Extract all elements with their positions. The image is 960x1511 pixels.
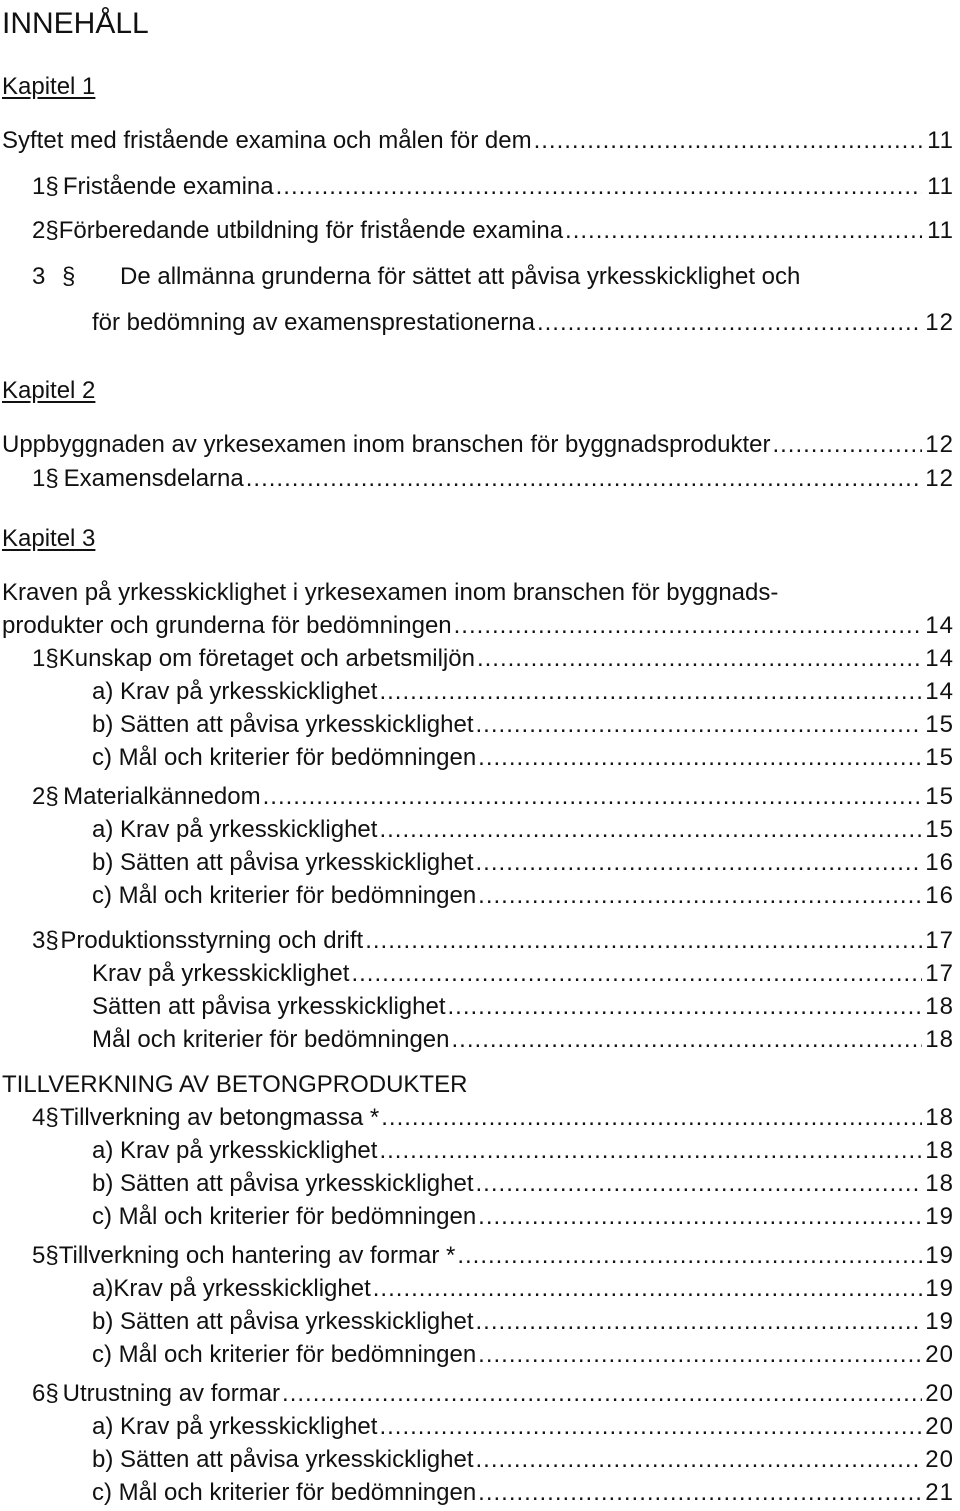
dot-leader [476, 1169, 922, 1199]
paragraph-sign-icon: § [45, 465, 59, 492]
toc-entry[interactable] [32, 172, 954, 202]
entry-label: Kraven på yrkesskicklighet i yrkesexamen inom branschen för byggnads- [2, 579, 779, 606]
entry-label: a) Krav på yrkesskicklighet [92, 678, 378, 705]
dot-leader [772, 430, 922, 460]
toc-entry[interactable] [92, 959, 954, 989]
dot-leader [457, 1241, 922, 1271]
toc-entry[interactable] [92, 1202, 954, 1232]
entry-label: c) Mål och kriterier för bedömningen [92, 1341, 477, 1368]
paragraph-sign-icon: § [45, 783, 59, 810]
page-number: 18 [925, 1170, 954, 1197]
toc-entry[interactable] [2, 126, 954, 156]
page-number: 11 [927, 217, 954, 244]
page-number: 18 [925, 1104, 954, 1131]
page-number: 16 [925, 849, 954, 876]
entry-label: c) Mål och kriterier för bedömningen [92, 1479, 477, 1506]
entry-label: Produktionsstyrning och drift [60, 927, 364, 954]
toc-entry-line [32, 262, 800, 292]
page-number: 21 [925, 1479, 954, 1506]
toc-entry[interactable] [32, 1103, 954, 1133]
dot-leader [478, 881, 922, 911]
page-number: 15 [925, 711, 954, 738]
page-number: 12 [925, 465, 954, 492]
dot-leader [276, 172, 922, 202]
paragraph-sign-icon: § [45, 1242, 59, 1269]
paragraph-sign-icon: § [45, 1104, 59, 1131]
entry-label: b) Sätten att påvisa yrkesskicklighet [92, 711, 474, 738]
page-number: 15 [925, 783, 954, 810]
toc-entry[interactable] [32, 1241, 954, 1271]
dot-leader [379, 677, 922, 707]
section-number: 4 [32, 1104, 46, 1131]
section-number: 2 [32, 217, 46, 244]
dot-leader [476, 710, 922, 740]
toc-entry[interactable] [92, 1025, 954, 1055]
entry-label: c) Mål och kriterier för bedömningen [92, 1203, 477, 1230]
entry-label: c) Mål och kriterier för bedömningen [92, 882, 477, 909]
toc-entry[interactable] [92, 1478, 954, 1508]
entry-label: Syftet med fristående examina och målen för dem [2, 127, 532, 154]
entry-label: Tillverkning av betongmassa * [59, 1104, 380, 1131]
paragraph-sign-icon: § [45, 173, 59, 200]
page-number: 19 [925, 1203, 954, 1230]
toc-entry[interactable] [32, 926, 954, 956]
dot-leader [282, 1379, 922, 1409]
toc-entry[interactable] [32, 216, 954, 246]
dot-leader [381, 1103, 922, 1133]
page-number: 20 [925, 1380, 954, 1407]
toc-entry[interactable] [92, 308, 954, 338]
page-number: 19 [925, 1242, 954, 1269]
page-number: 17 [925, 960, 954, 987]
page-number: 15 [925, 744, 954, 771]
section-number: 6 [32, 1380, 46, 1407]
dot-leader [534, 126, 922, 156]
section-number: 3 [32, 263, 46, 290]
entry-label: Fristående examina [62, 173, 274, 200]
dot-leader [448, 992, 923, 1022]
entry-label: Kunskap om företaget och arbetsmiljön [58, 645, 475, 672]
chapter-heading: Kapitel 2 [2, 377, 96, 404]
chapter-heading: Kapitel 1 [2, 73, 96, 100]
page-number: 14 [925, 645, 954, 672]
entry-label: Förberedande utbildning för fristående examina [58, 217, 564, 244]
toc-entry[interactable] [92, 1412, 954, 1442]
entry-label: De allmänna grunderna för sättet att påvisa yrkesskicklighet och [120, 263, 801, 290]
paragraph-sign-icon: § [62, 263, 76, 290]
section-number: 2 [32, 783, 46, 810]
toc-entry[interactable] [92, 710, 954, 740]
toc-entry[interactable] [2, 611, 954, 641]
toc-entry[interactable] [32, 464, 954, 494]
entry-label: b) Sätten att påvisa yrkesskicklighet [92, 1170, 474, 1197]
page-number: 18 [925, 1026, 954, 1053]
page-number: 11 [927, 127, 954, 154]
dot-leader [454, 611, 922, 641]
entry-label: b) Sätten att påvisa yrkesskicklighet [92, 849, 474, 876]
dot-leader [365, 926, 922, 956]
page-number: 19 [925, 1308, 954, 1335]
page-title: INNEHÅLL [2, 7, 149, 40]
entry-label: för bedömning av examensprestationerna [92, 309, 535, 336]
dot-leader [478, 1478, 922, 1508]
toc-entry[interactable] [92, 992, 954, 1022]
paragraph-sign-icon: § [45, 1380, 59, 1407]
chapter-heading: Kapitel 3 [2, 525, 96, 552]
section-number: 5 [32, 1242, 46, 1269]
section-heading: TILLVERKNING AV BETONGPRODUKTER [2, 1071, 468, 1098]
dot-leader [476, 848, 922, 878]
toc-entry[interactable] [92, 677, 954, 707]
entry-label: Krav på yrkesskicklighet [92, 960, 350, 987]
page-number: 19 [925, 1275, 954, 1302]
page-number: 18 [925, 993, 954, 1020]
section-number: 1 [32, 645, 46, 672]
toc-entry-line [2, 578, 778, 608]
entry-label: a) Krav på yrkesskicklighet [92, 816, 378, 843]
dot-leader [476, 1307, 922, 1337]
page-number: 17 [925, 927, 954, 954]
paragraph-sign-icon: § [45, 927, 59, 954]
paragraph-sign-icon: § [45, 217, 59, 244]
dot-leader [246, 464, 922, 494]
dot-leader [478, 743, 922, 773]
page-number: 20 [925, 1341, 954, 1368]
entry-label: a) Krav på yrkesskicklighet [92, 1137, 378, 1164]
entry-label: Examensdelarna [63, 465, 244, 492]
page-number: 18 [925, 1137, 954, 1164]
entry-label: Tillverkning och hantering av formar * [58, 1242, 456, 1269]
page-number: 20 [925, 1413, 954, 1440]
entry-label: Mål och kriterier för bedömningen [92, 1026, 450, 1053]
toc-entry[interactable] [92, 881, 954, 911]
dot-leader [351, 959, 922, 989]
toc-entry[interactable] [92, 1136, 954, 1166]
dot-leader [478, 1202, 922, 1232]
entry-label: Sätten att påvisa yrkesskicklighet [92, 993, 446, 1020]
dot-leader [452, 1025, 922, 1055]
page-number: 15 [925, 816, 954, 843]
page-number: 12 [925, 309, 954, 336]
toc-entry[interactable] [92, 815, 954, 845]
toc-entry[interactable] [32, 782, 954, 812]
toc-entry[interactable] [2, 430, 954, 460]
entry-label: a)Krav på yrkesskicklighet [92, 1275, 371, 1302]
entry-label: c) Mål och kriterier för bedömningen [92, 744, 477, 771]
entry-label: produkter och grunderna för bedömningen [2, 612, 452, 639]
page-number: 11 [927, 173, 954, 200]
section-number: 1 [32, 173, 46, 200]
dot-leader [476, 1445, 922, 1475]
dot-leader [379, 815, 922, 845]
toc-entry[interactable] [32, 1379, 954, 1409]
entry-label: a) Krav på yrkesskicklighet [92, 1413, 378, 1440]
toc-entry[interactable] [92, 1307, 954, 1337]
paragraph-sign-icon: § [45, 645, 59, 672]
entry-label: b) Sätten att påvisa yrkesskicklighet [92, 1446, 474, 1473]
dot-leader [537, 308, 922, 338]
dot-leader [373, 1274, 922, 1304]
toc-entry[interactable] [92, 848, 954, 878]
toc-entry[interactable] [92, 1169, 954, 1199]
entry-label: b) Sätten att påvisa yrkesskicklighet [92, 1308, 474, 1335]
dot-leader [379, 1412, 922, 1442]
page-number: 14 [925, 678, 954, 705]
section-number: 1 [32, 465, 46, 492]
dot-leader [478, 1340, 922, 1370]
page-number: 14 [925, 612, 954, 639]
toc-entry[interactable] [92, 743, 954, 773]
dot-leader [565, 216, 922, 246]
entry-label: Materialkännedom [63, 783, 261, 810]
page-number: 12 [925, 431, 954, 458]
toc-entry[interactable] [92, 1274, 954, 1304]
page-number: 20 [925, 1446, 954, 1473]
dot-leader [477, 644, 922, 674]
toc-entry[interactable] [92, 1340, 954, 1370]
dot-leader [379, 1136, 922, 1166]
dot-leader [263, 782, 922, 812]
page-number: 16 [925, 882, 954, 909]
entry-label: Utrustning av formar [62, 1380, 281, 1407]
toc-entry[interactable] [32, 644, 954, 674]
toc-entry[interactable] [92, 1445, 954, 1475]
section-number: 3 [32, 927, 46, 954]
entry-label: Uppbyggnaden av yrkesexamen inom branschen för byggnadsprodukter [2, 431, 771, 458]
